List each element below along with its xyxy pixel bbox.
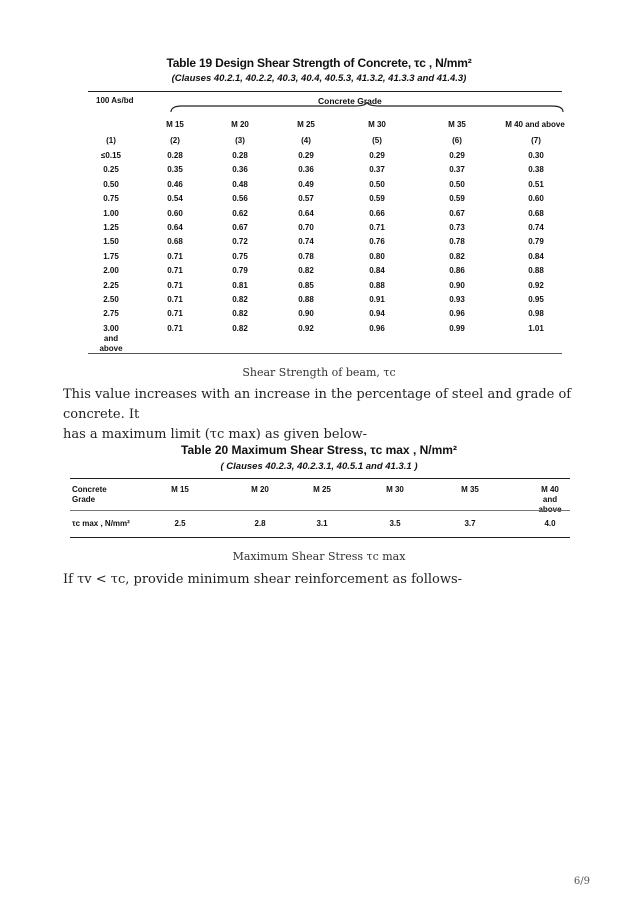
table19-cell: 0.50 [449, 179, 465, 189]
table19-cell: 0.60 [528, 194, 544, 204]
table19-cell: 0.95 [528, 295, 544, 304]
table19-cell: 0.37 [449, 165, 465, 175]
table20-value: 3.5 [389, 519, 401, 528]
table19-cell: 0.90 [449, 280, 465, 290]
table19-col-header: M 25 [297, 120, 315, 129]
table20-col-header: M 40 [541, 485, 559, 494]
table20-value-label: τc max , N/mm² [72, 519, 130, 528]
table19-col-number: (5) [372, 136, 382, 145]
table19-cell: 0.66 [369, 208, 385, 218]
table19-cell: 0.67 [232, 223, 248, 232]
table20-col-header: M 25 [313, 485, 331, 494]
table19-cell: 0.80 [369, 251, 385, 261]
table19-cell: 0.64 [167, 223, 183, 232]
table19-col-number: (6) [452, 136, 462, 145]
table20-row-header: Concrete [72, 485, 107, 494]
table19-title: Table 19 Design Shear Strength of Concrete, τc , N/mm² [166, 56, 472, 70]
table19-cell: 0.70 [298, 223, 314, 232]
caption-shear-strength [0, 366, 638, 379]
table19-cell: 0.91 [369, 295, 385, 304]
table19-cell: 0.25 [103, 165, 119, 175]
table19-col-header: M 30 [368, 120, 386, 129]
table19-cell: 0.84 [528, 251, 544, 261]
table19-cell: 0.35 [167, 165, 183, 175]
table20-value: 3.1 [316, 519, 328, 528]
table19-col-header: M 40 and above [505, 120, 565, 129]
table19-cell: 0.48 [232, 179, 248, 189]
table19-cell: 0.29 [369, 151, 385, 160]
caption1-text: Shear Strength of beam, τc [242, 366, 396, 379]
table19-cell: 0.36 [232, 165, 248, 175]
table19-cell: 1.25 [103, 223, 119, 232]
table19-cell: 0.88 [298, 295, 314, 304]
table19-cell: 0.78 [298, 251, 314, 261]
table19-col-number: (2) [170, 136, 180, 145]
table19-cell: 0.57 [298, 194, 314, 204]
table19-cell: 0.71 [167, 280, 183, 290]
table19-group-header: Concrete Grade [318, 96, 382, 106]
table19-col-number: (3) [235, 136, 245, 145]
table20-col-header: M 20 [251, 485, 269, 494]
table19-cell: 1.01 [528, 323, 544, 333]
table19-cell: 0.37 [369, 165, 385, 175]
table19-cell: 0.59 [449, 194, 465, 204]
table19-cell: 0.46 [167, 179, 183, 189]
table19-cell: 0.30 [528, 151, 544, 160]
table19-cell: 0.60 [167, 208, 183, 218]
table19-cell: 0.38 [528, 165, 544, 175]
table19-cell: 0.50 [369, 179, 385, 189]
table19-col-header: M 35 [448, 120, 466, 129]
table19-col-header: M 20 [231, 120, 249, 129]
table19-cell: 0.94 [369, 309, 385, 319]
table19-top-rule [88, 91, 562, 92]
caption2-text: Maximum Shear Stress τc max [232, 550, 406, 563]
paragraph2-text: If τv < τc, provide minimum shear reinforcement as follows- [63, 572, 463, 587]
paragraph1-line2: has a maximum limit (τc max) as given below- [63, 427, 368, 442]
table20-value: 3.7 [464, 519, 476, 528]
table19-cell: 0.93 [449, 295, 465, 304]
table19-cell: 0.28 [167, 151, 183, 160]
table19-cell: 0.79 [528, 237, 544, 247]
table19-cell: 0.96 [369, 323, 385, 333]
table19-cell: 0.51 [528, 179, 544, 189]
table19-cell: 2.75 [103, 309, 119, 319]
table19-cell: 0.98 [528, 309, 544, 319]
table20-bottom-rule [70, 537, 570, 538]
table19-cell: 0.84 [369, 266, 385, 276]
caption-max-shear [0, 550, 638, 563]
table19-cell: 0.67 [449, 208, 465, 218]
page-number: 6/9 [573, 876, 590, 887]
table20-title: Table 20 Maximum Shear Stress, τc max , N/mm² [181, 443, 457, 457]
table19-cell: 0.82 [449, 251, 465, 261]
table19-cell: 0.86 [449, 266, 465, 276]
table19-cell: 0.82 [232, 295, 248, 304]
table19-cell: 3.00 [103, 323, 119, 333]
table19-stub-label: 100 As/bd [96, 96, 134, 105]
table19-cell: 0.78 [449, 237, 465, 247]
table19-cell: 0.82 [298, 266, 314, 276]
grade-brace [170, 102, 564, 114]
table19-cell: 0.71 [167, 309, 183, 319]
table19-cell: 0.74 [528, 223, 544, 232]
table19-cell: 0.29 [449, 151, 465, 160]
table19-col-header: M 15 [166, 120, 184, 129]
table19-cell: 2.25 [103, 280, 119, 290]
table19-cell: 0.88 [528, 266, 544, 276]
table20-col-header: M 15 [171, 485, 189, 494]
table19-cell: 1.75 [103, 251, 119, 261]
table19-cell: 0.76 [369, 237, 385, 247]
table19-cell: 0.96 [449, 309, 465, 319]
table20-row-header: Grade [72, 495, 96, 504]
table19-cell: 0.88 [369, 280, 385, 290]
table19-cell: 0.68 [528, 208, 544, 218]
table20-value: 4.0 [544, 519, 556, 528]
table19-cell: 0.59 [369, 194, 385, 204]
table19-cell: 0.71 [369, 223, 385, 232]
table19-cell: 0.92 [528, 280, 544, 290]
table19-cell: 0.90 [298, 309, 314, 319]
table19-cell: 0.54 [167, 194, 183, 204]
table20-col-header: M 30 [386, 485, 404, 494]
paragraph-increase [63, 385, 583, 445]
table19-cell: 0.50 [103, 179, 119, 189]
table19-cell: 2.50 [103, 295, 119, 304]
table19-cell: 0.62 [232, 208, 248, 218]
table19-cell: 0.71 [167, 295, 183, 304]
table19-col-number: (1) [106, 136, 116, 145]
table20-value: 2.8 [254, 519, 266, 528]
table19-cell: 0.79 [232, 266, 248, 276]
table19-cell: 0.73 [449, 223, 465, 232]
table19-cell: 0.74 [298, 237, 314, 247]
table19-cell: 0.71 [167, 323, 183, 333]
table19-cell: 0.72 [232, 237, 248, 247]
table19-cell: 0.28 [232, 151, 248, 160]
table19-col-number: (7) [531, 136, 541, 145]
table19-cell: 1.00 [103, 208, 119, 218]
table20-mid-rule [70, 510, 570, 511]
table19-cell: 0.64 [298, 208, 314, 218]
table19-col-number: (4) [301, 136, 311, 145]
table19-cell: 0.29 [298, 151, 314, 160]
paragraph1-line1: This value increases with an increase in the percentage of steel and grade of concrete. It [63, 387, 572, 422]
table19-cell: 0.82 [232, 309, 248, 319]
table19-cell: 0.92 [298, 323, 314, 333]
table19-cell: 1.50 [103, 237, 119, 247]
table19-subtitle: (Clauses 40.2.1, 40.2.2, 40.3, 40.4, 40.5.3, 41.3.2, 41.3.3 and 41.4.3) [171, 73, 467, 84]
table19-cell: 0.71 [167, 251, 183, 261]
table20-value: 2.5 [174, 519, 186, 528]
table19-cell: 0.56 [232, 194, 248, 204]
table19-cell: 0.36 [298, 165, 314, 175]
table20-col-header: M 35 [461, 485, 479, 494]
paragraph-min-shear [63, 570, 583, 590]
table19-bottom-rule [88, 353, 562, 354]
table20-col-header-extra: and [542, 495, 558, 504]
table19-cell: 0.71 [167, 266, 183, 276]
table19-cell: 2.00 [103, 266, 119, 276]
table20-subtitle: ( Clauses 40.2.3, 40.2.3.1, 40.5.1 and 41.3.1 ) [220, 461, 418, 472]
table19-cell: 0.68 [167, 237, 183, 247]
table19-last-row-extra: and [103, 334, 119, 344]
table19-last-row-extra: above [99, 344, 123, 354]
table19-cell: 0.82 [232, 323, 248, 333]
table19-cell: 0.81 [232, 280, 248, 290]
table19-cell: 0.75 [232, 251, 248, 261]
table19-cell: 0.99 [449, 323, 465, 333]
table19-cell: ≤0.15 [101, 151, 121, 160]
table19-cell: 0.49 [298, 179, 314, 189]
table19-cell: 0.75 [103, 194, 119, 204]
table20-top-rule [70, 478, 570, 479]
table19-cell: 0.85 [298, 280, 314, 290]
